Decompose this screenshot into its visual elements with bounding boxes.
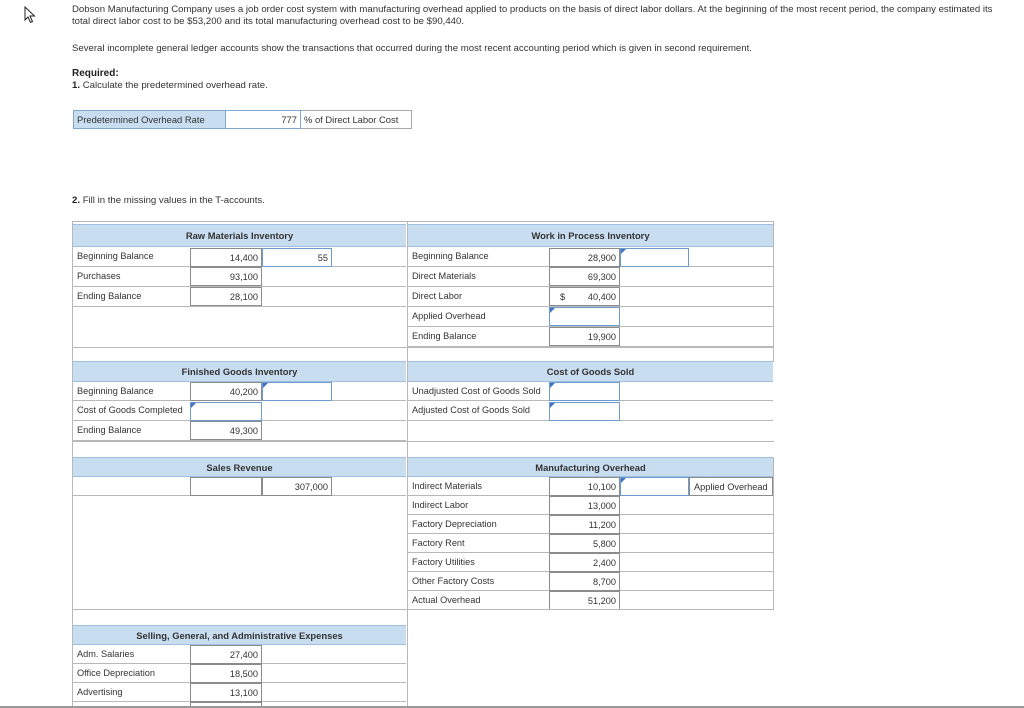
requirement-2-number: 2. <box>72 195 81 206</box>
moh-title: Manufacturing Overhead <box>408 457 773 477</box>
mouse-cursor-icon <box>24 6 38 24</box>
wip-beginning-debit: 28,900 <box>549 248 620 267</box>
required-label: Required: <box>72 68 119 79</box>
wip-row-label: Direct Materials <box>408 267 773 287</box>
wip-credit-input[interactable] <box>620 248 689 267</box>
rmi-purchases-debit: 93,100 <box>190 267 262 286</box>
fgi-title: Finished Goods Inventory <box>73 361 406 382</box>
wip-materials-debit: 69,300 <box>549 267 620 286</box>
sales-credit: 307,000 <box>262 477 332 496</box>
rmi-credit-input[interactable]: 55 <box>262 248 332 267</box>
fgi-beginning-debit: 40,200 <box>190 382 262 401</box>
moh-debit: 2,400 <box>549 553 620 572</box>
fgi-row-label: Beginning Balance <box>73 382 406 401</box>
wip-row-label: Applied Overhead <box>408 307 773 327</box>
wip-title: Work in Process Inventory <box>408 224 773 247</box>
rmi-row-label: Ending Balance <box>73 287 406 307</box>
moh-row-label: Indirect Materials <box>408 477 773 496</box>
moh-applied-overhead-label: Applied Overhead <box>689 477 773 496</box>
rmi-title: Raw Materials Inventory <box>73 224 406 247</box>
fgi-cost-completed-input[interactable] <box>190 402 262 421</box>
moh-actual-overhead: 51,200 <box>549 591 620 610</box>
problem-intro-2: Several incomplete general ledger accounts show the transactions that occurred during the most recent accounting period which is given in second requirement. <box>72 43 752 54</box>
sga-row-label: Adm. Salaries <box>73 645 406 664</box>
sga-title: Selling, General, and Administrative Expenses <box>73 625 406 645</box>
moh-debit: 8,700 <box>549 572 620 591</box>
predetermined-overhead-rate-row <box>73 110 412 129</box>
por-unit: % of Direct Labor Cost <box>301 110 412 129</box>
sga-debit: 13,100 <box>190 683 262 702</box>
rmi-row-label: Beginning Balance <box>73 247 406 267</box>
moh-row-label: Actual Overhead <box>408 591 773 610</box>
sga-row-label: Advertising <box>73 683 406 702</box>
wip-row-label: Direct Labor <box>408 287 773 307</box>
rmi-ending-debit: 28,100 <box>190 287 262 306</box>
sga-debit: 27,400 <box>190 645 262 664</box>
requirement-2 <box>72 195 265 206</box>
sga-debit: 18,500 <box>190 664 262 683</box>
moh-row-label: Factory Rent <box>408 534 773 553</box>
rmi-row-label: Purchases <box>73 267 406 287</box>
moh-debit: 13,000 <box>549 496 620 515</box>
moh-applied-overhead-input[interactable] <box>620 477 689 496</box>
t-accounts-grid <box>72 221 774 708</box>
wip-currency-symbol: $ <box>560 292 566 302</box>
por-label: Predetermined Overhead Rate <box>73 110 226 129</box>
moh-row-label: Factory Utilities <box>408 553 773 572</box>
wip-ending-debit: 19,900 <box>549 327 620 346</box>
sales-title: Sales Revenue <box>73 457 406 477</box>
cogs-unadjusted-input[interactable] <box>549 382 620 401</box>
cogs-row-label: Unadjusted Cost of Goods Sold <box>408 382 773 401</box>
sales-debit-cell <box>190 477 262 496</box>
fgi-ending-debit: 49,300 <box>190 421 262 440</box>
moh-debit: 11,200 <box>549 515 620 534</box>
cogs-row-label: Adjusted Cost of Goods Sold <box>408 401 773 421</box>
moh-row-label: Factory Depreciation <box>408 515 773 534</box>
sga-row-label: Office Depreciation <box>73 664 406 683</box>
por-input[interactable]: 777 <box>226 110 301 129</box>
cogs-title: Cost of Goods Sold <box>408 361 773 382</box>
requirement-1-number: 1. <box>72 80 81 91</box>
cogs-adjusted-input[interactable] <box>549 402 620 421</box>
wip-applied-overhead-input[interactable] <box>549 307 620 326</box>
moh-debit: 10,100 <box>549 477 620 496</box>
fgi-row-label: Cost of Goods Completed <box>73 401 406 421</box>
moh-row-label: Indirect Labor <box>408 496 773 515</box>
fgi-row-label: Ending Balance <box>73 421 406 441</box>
wip-row-label: Ending Balance <box>408 327 773 347</box>
moh-row-label: Other Factory Costs <box>408 572 773 591</box>
fgi-credit-input[interactable] <box>262 382 332 401</box>
wip-row-label: Beginning Balance <box>408 247 773 267</box>
requirement-1-text: Calculate the predetermined overhead rate. <box>82 80 268 91</box>
requirement-2-text: Fill in the missing values in the T-accounts. <box>82 195 265 206</box>
rmi-beginning-debit: 14,400 <box>190 248 262 267</box>
moh-debit: 5,800 <box>549 534 620 553</box>
wip-labor-debit: 40,400 <box>549 287 620 306</box>
requirement-1 <box>72 80 268 91</box>
problem-intro: Dobson Manufacturing Company uses a job order cost system with manufacturing overhead applied to products on the basis of direct labor dollars. At the beginning of the most recent period, the company estimated its total direct labor cost to be $53,200 and its total manufacturing overhead cost to be $90,440. <box>72 4 993 27</box>
